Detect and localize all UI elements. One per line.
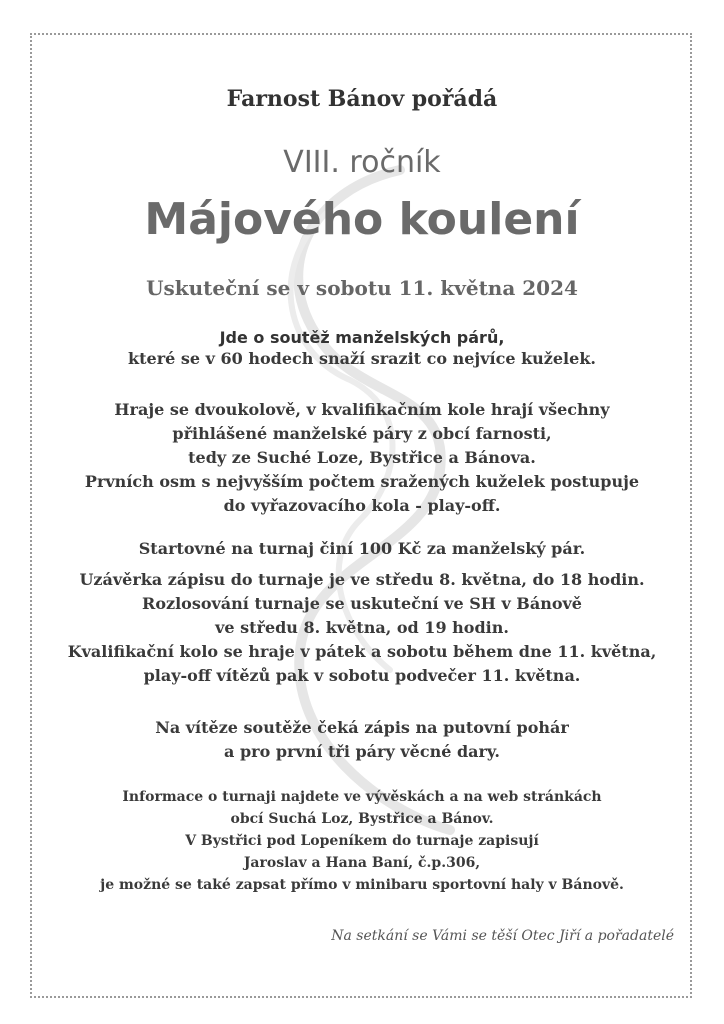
schedule-paragraph [40, 568, 684, 688]
text-line: Rozlosování turnaje se uskuteční ve SH v Bánově [142, 594, 582, 613]
text-line: Informace o turnaji najdete ve vývěskách a na web stránkách [122, 789, 602, 805]
text-line: ve středu 8. května, od 19 hodin. [215, 618, 509, 637]
text-line: Startovné na turnaj činí 100 Kč za manželský pár. [138, 539, 586, 558]
text-line: Na vítěze soutěže čeká zápis na putovní pohár [155, 718, 569, 737]
intro-headline: Jde o soutěž manželských párů, [219, 328, 505, 347]
info-paragraph [40, 786, 684, 896]
text-line: přihlášené manželské páry z obcí farnosti, [172, 424, 552, 443]
text-line: a pro první tři páry věcné dary. [224, 742, 500, 761]
text-line: Uzávěrka zápisu do turnaje je ve středu 8. května, do 18 hodin. [79, 570, 645, 589]
rules-paragraph [40, 398, 684, 518]
intro-paragraph [40, 347, 684, 371]
text-line: Prvních osm s nejvyšším počtem sražených kuželek postupuje [84, 472, 640, 491]
event-title: Májového koulení [144, 194, 580, 245]
event-date: Uskuteční se v sobotu 11. května 2024 [146, 276, 578, 300]
text-line: které se v 60 hodech snaží srazit co nejvíce kuželek. [128, 349, 596, 368]
text-line: je možné se také zapsat přímo v minibaru sportovní haly v Bánově. [100, 877, 624, 893]
fee-paragraph [40, 537, 684, 561]
prizes-paragraph [40, 716, 684, 764]
text-line: V Bystřici pod Lopeníkem do turnaje zapisují [185, 833, 539, 849]
text-line: Jaroslav a Hana Baní, č.p.306, [243, 855, 481, 871]
text-line: Kvalifikační kolo se hraje v pátek a sobotu během dne 11. května, [67, 642, 657, 661]
text-line: obcí Suchá Loz, Bystřice a Bánov. [230, 811, 494, 827]
text-line: tedy ze Suché Loze, Bystřice a Bánova. [188, 448, 536, 467]
text-line: play-off vítězů pak v sobotu podvečer 11. května. [143, 666, 581, 685]
text-line: Hraje se dvoukolově, v kvalifikačním kole hrají všechny [114, 400, 610, 419]
signature-line: Na setkání se Vámi se těší Otec Jiří a pořadatelé [331, 928, 674, 944]
text-line: do vyřazovacího kola - play-off. [223, 496, 501, 515]
edition-line: VIII. ročník [283, 145, 441, 180]
organizer-line: Farnost Bánov pořádá [226, 86, 498, 112]
